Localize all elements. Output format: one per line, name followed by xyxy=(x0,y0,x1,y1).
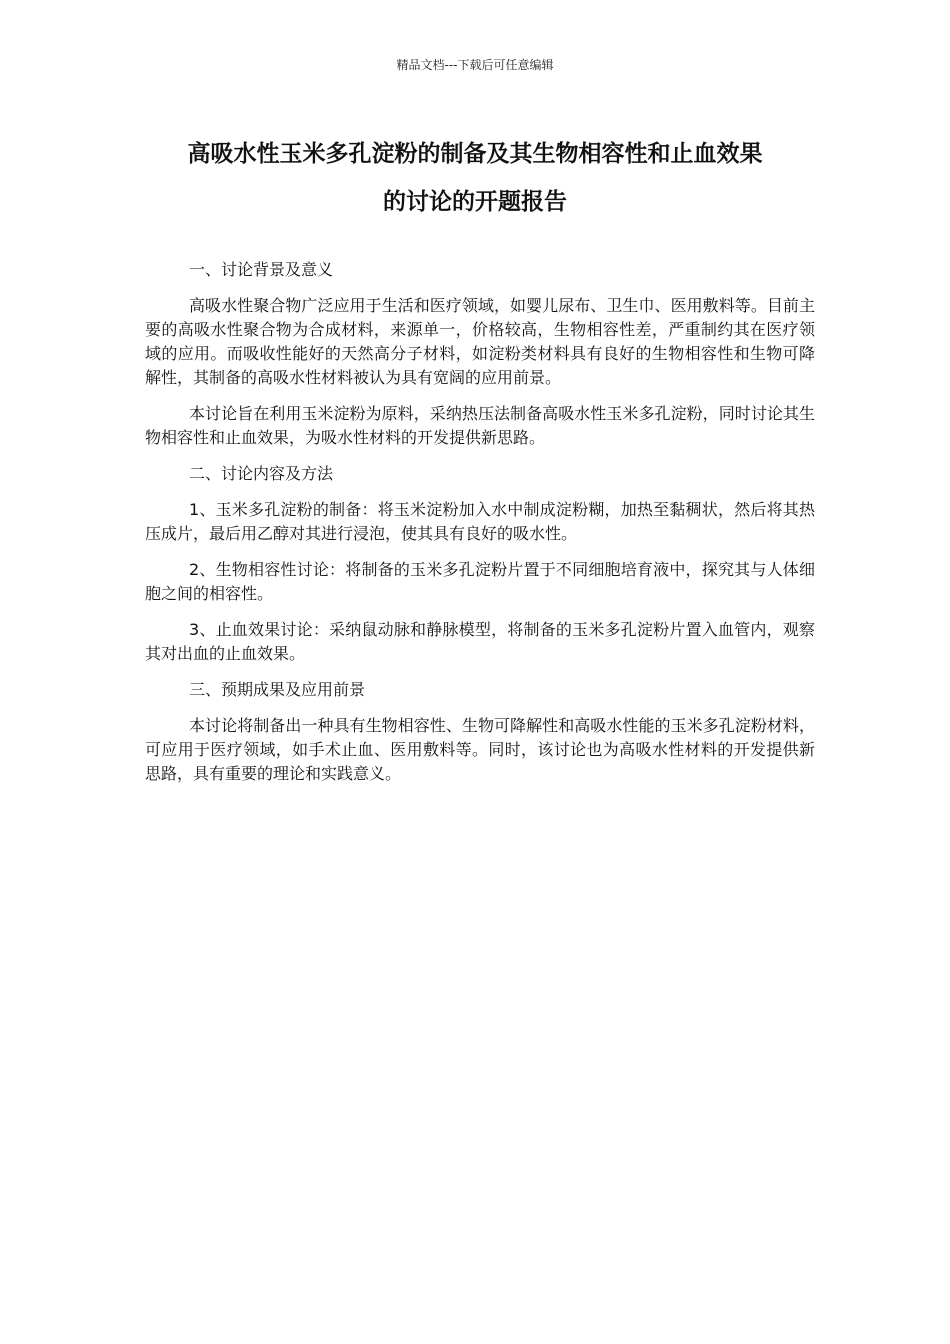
paragraph: 本讨论将制备出一种具有生物相容性、生物可降解性和高吸水性能的玉米多孔淀粉材料，可应用于医疗领域，如手术止血、医用敷料等。同时，该讨论也为高吸水性材料的开发提供新思路，具有重要的理论和实践意义。 xyxy=(145,716,815,783)
header-note: 精品文档---下载后可任意编辑 xyxy=(396,58,554,72)
section-heading: 二、讨论内容及方法 xyxy=(189,464,334,483)
paragraph: 3、止血效果讨论：采纳鼠动脉和静脉模型，将制备的玉米多孔淀粉片置入血管内，观察其对出血的止血效果。 xyxy=(145,620,815,663)
paragraph: 本讨论旨在利用玉米淀粉为原料，采纳热压法制备高吸水性玉米多孔淀粉，同时讨论其生物相容性和止血效果，为吸水性材料的开发提供新思路。 xyxy=(145,404,815,447)
paragraph: 1、玉米多孔淀粉的制备：将玉米淀粉加入水中制成淀粉糊，加热至黏稠状，然后将其热压成片，最后用乙醇对其进行浸泡，使其具有良好的吸水性。 xyxy=(145,500,815,543)
paragraph: 2、生物相容性讨论：将制备的玉米多孔淀粉片置于不同细胞培育液中，探究其与人体细胞之间的相容性。 xyxy=(145,560,815,603)
paragraph: 高吸水性聚合物广泛应用于生活和医疗领域，如婴儿尿布、卫生巾、医用敷料等。目前主要的高吸水性聚合物为合成材料，来源单一，价格较高，生物相容性差，严重制约其在医疗领域的应用。而吸收性能好的天然高分子材料，如淀粉类材料具有良好的生物相容性和生物可降解性，其制备的高吸水性材料被认为具有宽阔的应用前景。 xyxy=(145,296,815,387)
document-body xyxy=(145,258,815,798)
section-heading: 三、预期成果及应用前景 xyxy=(189,680,366,699)
title-line-1: 高吸水性玉米多孔淀粉的制备及其生物相容性和止血效果 xyxy=(187,141,763,167)
title-line-2: 的讨论的开题报告 xyxy=(383,189,567,215)
section-heading: 一、讨论背景及意义 xyxy=(189,260,334,279)
